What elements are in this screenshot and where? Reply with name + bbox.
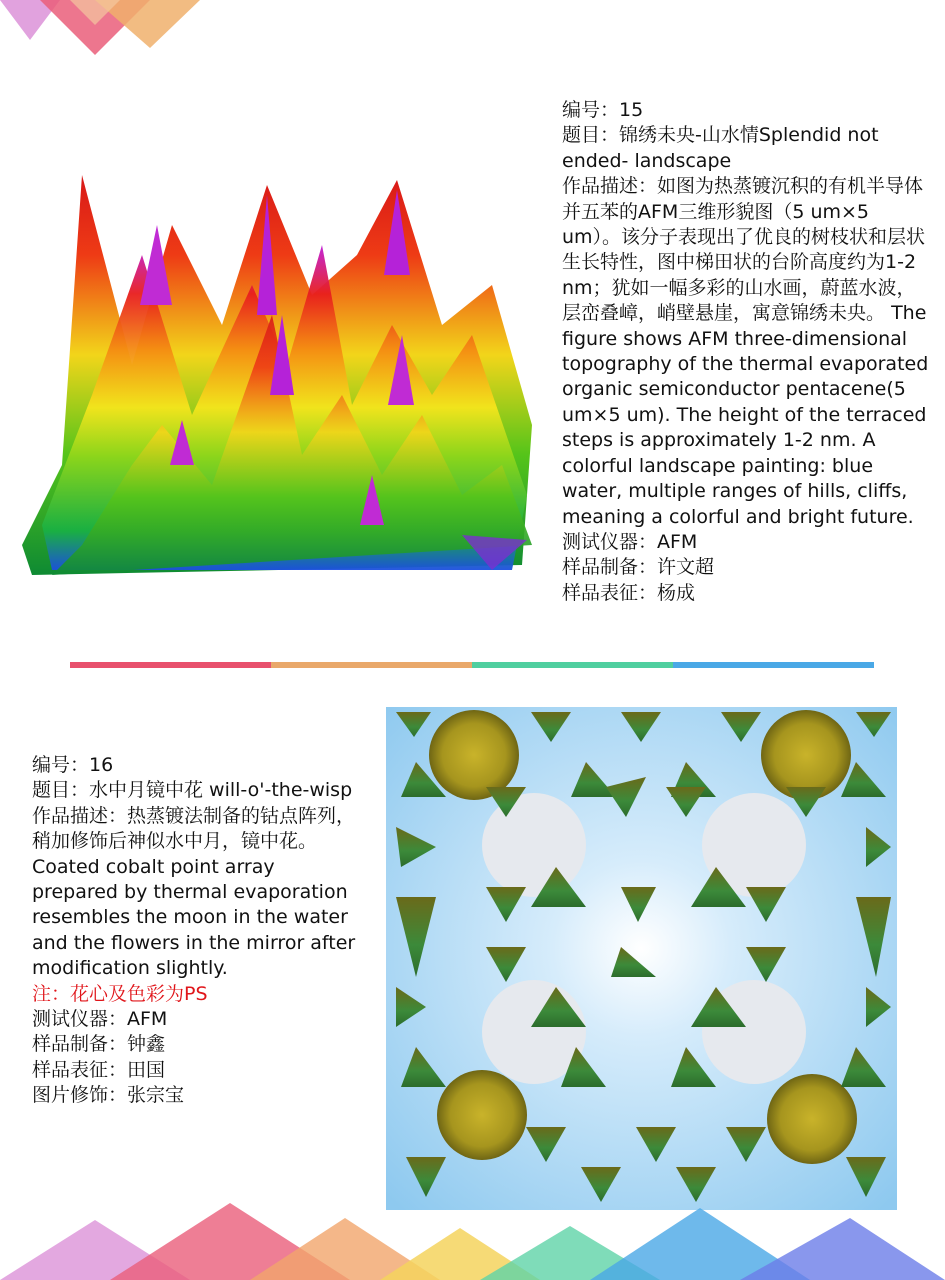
- entry-16-instrument: 测试仪器：AFM: [32, 1008, 168, 1031]
- entry-16-number: 编号：16: [32, 754, 114, 776]
- top-decoration: [0, 0, 945, 60]
- entry-16-preparation: 样品制备：钟鑫: [32, 1033, 166, 1056]
- entry-15-text: [562, 98, 930, 606]
- entry-15-characterization: 样品表征：杨成: [562, 581, 696, 604]
- entry-15-instrument: 测试仪器：AFM: [562, 530, 698, 553]
- entry-15-description-en: The figure shows AFM three-dimensional topography of the thermal evaporated organic semiconductor pentacene(5 um×5 um). The height of the terraced steps is approximately 1-2 nm. A colorful landscape painting: blue water, multiple ranges of hills, cliffs, meaning a colorful and bright future.: [562, 302, 929, 528]
- entry-16-retouching: 图片修饰：张宗宝: [32, 1084, 185, 1107]
- cobalt-array-image: [386, 707, 897, 1210]
- entry-16-title: 题目：水中月镜中花 will-o'-the-wisp: [32, 779, 353, 802]
- bottom-decoration: [0, 1198, 945, 1280]
- entry-16-note: 注：花心及色彩为PS: [32, 982, 208, 1005]
- section-divider: [70, 662, 874, 668]
- entry-15-description: [562, 174, 930, 530]
- entry-16-characterization: 样品表征：田国: [32, 1058, 166, 1081]
- afm-landscape-image: [22, 165, 537, 585]
- entry-16-description-en: Coated cobalt point array prepared by thermal evaporation resembles the moon in the water and the flowers in the mirror after modification slightly.: [32, 855, 356, 980]
- entry-15-preparation: 样品制备：许文超: [562, 556, 715, 579]
- entry-15-title: 题目：锦绣未央-山水情Splendid not ended- landscape: [562, 124, 879, 172]
- entry-15-description-cn: 作品描述：如图为热蒸镀沉积的有机半导体并五苯的AFM三维形貌图（5 um×5 um）。该分子表现出了优良的树枝状和层状生长特性，图中梯田状的台阶高度约为1-2 nm；犹如一幅多彩的山水画，蔚蓝水波，层峦叠嶂，峭壁悬崖，寓意锦绣未央。: [562, 175, 926, 325]
- entry-16-text: [32, 753, 362, 1109]
- entry-15-number: 编号：15: [562, 99, 644, 121]
- entry-16-description-cn: 作品描述：热蒸镀法制备的钴点阵列，稍加修饰后神似水中月，镜中花。: [32, 804, 356, 853]
